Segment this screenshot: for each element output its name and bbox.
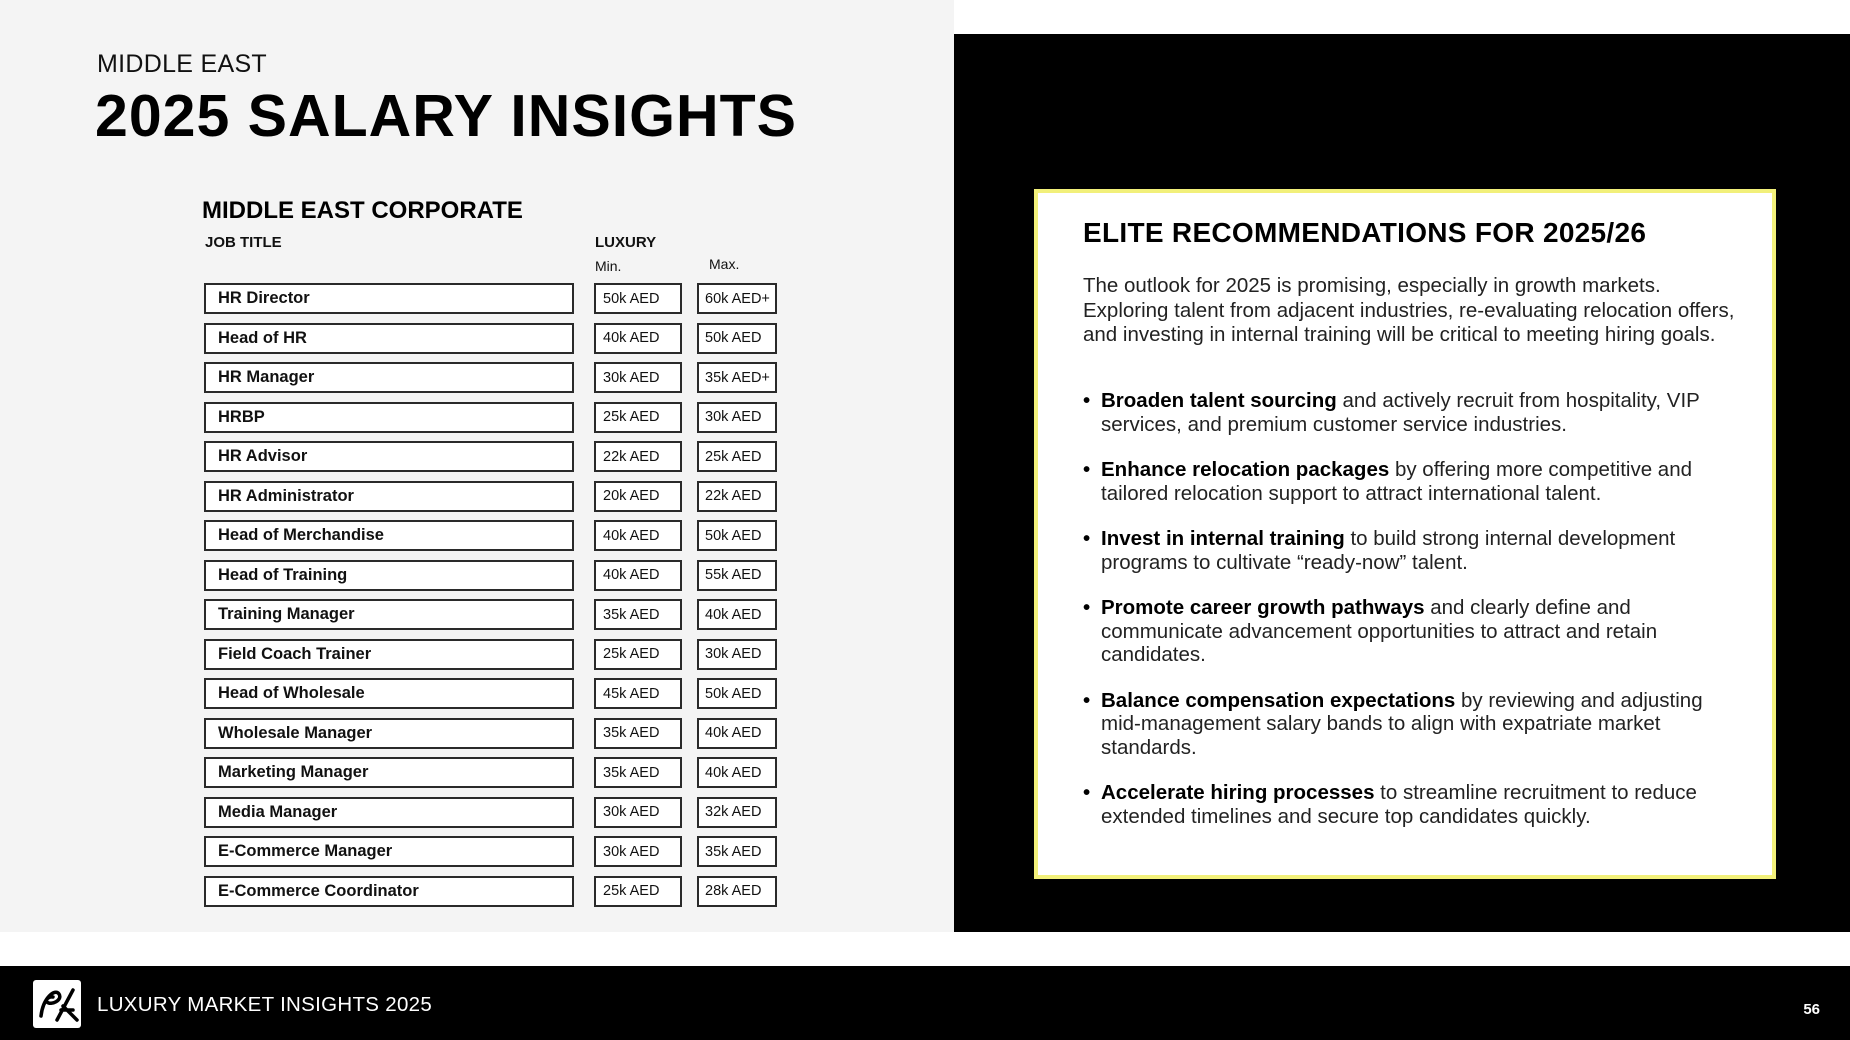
max-salary-cell: 30k AED bbox=[697, 402, 777, 433]
min-salary-cell: 22k AED bbox=[594, 441, 682, 472]
recommendations-list bbox=[1083, 389, 1743, 850]
max-salary-cell: 50k AED bbox=[697, 520, 777, 551]
min-salary-cell: 30k AED bbox=[594, 836, 682, 867]
min-salary-cell: 30k AED bbox=[594, 797, 682, 828]
max-salary-cell: 60k AED+ bbox=[697, 283, 777, 314]
column-header-luxury: LUXURY bbox=[595, 234, 657, 251]
recommendation-lead: Invest in internal training bbox=[1101, 527, 1345, 550]
bullet-icon: • bbox=[1083, 596, 1091, 619]
job-title-cell: Head of HR bbox=[204, 323, 574, 354]
max-salary-cell: 28k AED bbox=[697, 876, 777, 907]
bullet-icon: • bbox=[1083, 527, 1091, 550]
max-salary-cell: 35k AED+ bbox=[697, 362, 777, 393]
recommendation-lead: Broaden talent sourcing bbox=[1101, 389, 1337, 412]
min-salary-cell: 25k AED bbox=[594, 639, 682, 670]
column-header-min: Min. bbox=[595, 258, 622, 274]
recommendation-item bbox=[1083, 689, 1743, 760]
job-title-cell: HR Manager bbox=[204, 362, 574, 393]
recommendation-item bbox=[1083, 527, 1743, 574]
recommendation-text: by offering more competitive and tailored relocation support to attract international talent. bbox=[1101, 458, 1692, 505]
job-title-cell: Head of Wholesale bbox=[204, 678, 574, 709]
job-title-cell: HRBP bbox=[204, 402, 574, 433]
column-header-job-title: JOB TITLE bbox=[205, 234, 282, 251]
min-salary-cell: 25k AED bbox=[594, 402, 682, 433]
bullet-icon: • bbox=[1083, 458, 1091, 481]
recommendation-item bbox=[1083, 389, 1743, 436]
recommendation-item bbox=[1083, 458, 1743, 505]
job-title-cell: Field Coach Trainer bbox=[204, 639, 574, 670]
recommendations-title: ELITE RECOMMENDATIONS FOR 2025/26 bbox=[1083, 217, 1647, 248]
max-salary-cell: 40k AED bbox=[697, 599, 777, 630]
recommendation-text: to build strong internal development programs to cultivate “ready-now” talent. bbox=[1101, 527, 1676, 574]
max-salary-cell: 40k AED bbox=[697, 718, 777, 749]
max-salary-cell: 40k AED bbox=[697, 757, 777, 788]
max-salary-cell: 25k AED bbox=[697, 441, 777, 472]
max-salary-cell: 30k AED bbox=[697, 639, 777, 670]
min-salary-cell: 35k AED bbox=[594, 718, 682, 749]
recommendation-lead: Balance compensation expectations bbox=[1101, 688, 1456, 712]
recommendation-text: and clearly define and communicate advancement opportunities to attract and retain candidates. bbox=[1101, 596, 1658, 666]
max-salary-cell: 50k AED bbox=[697, 678, 777, 709]
recommendation-item bbox=[1083, 781, 1743, 828]
recommendation-text: by reviewing and adjusting mid-management salary bands to align with expatriate market standards. bbox=[1101, 688, 1703, 759]
min-salary-cell: 25k AED bbox=[594, 876, 682, 907]
footer-title: LUXURY MARKET INSIGHTS 2025 bbox=[97, 993, 433, 1016]
recommendation-text: and actively recruit from hospitality, VIP services, and premium customer service industries. bbox=[1101, 389, 1700, 436]
eyebrow-region: MIDDLE EAST bbox=[97, 50, 267, 78]
min-salary-cell: 35k AED bbox=[594, 757, 682, 788]
min-salary-cell: 40k AED bbox=[594, 560, 682, 591]
recommendation-lead: Accelerate hiring processes bbox=[1101, 781, 1375, 804]
job-title-cell: HR Director bbox=[204, 283, 574, 314]
job-title-cell: Wholesale Manager bbox=[204, 718, 574, 749]
job-title-cell: Head of Merchandise bbox=[204, 520, 574, 551]
job-title-cell: Media Manager bbox=[204, 797, 574, 828]
min-salary-cell: 35k AED bbox=[594, 599, 682, 630]
min-salary-cell: 40k AED bbox=[594, 520, 682, 551]
bullet-icon: • bbox=[1083, 389, 1091, 412]
bullet-icon: • bbox=[1083, 781, 1091, 804]
max-salary-cell: 32k AED bbox=[697, 797, 777, 828]
page-number: 56 bbox=[1803, 1001, 1820, 1018]
max-salary-cell: 22k AED bbox=[697, 481, 777, 512]
max-salary-cell: 55k AED bbox=[697, 560, 777, 591]
min-salary-cell: 40k AED bbox=[594, 323, 682, 354]
max-salary-cell: 50k AED bbox=[697, 323, 777, 354]
job-title-cell: E-Commerce Coordinator bbox=[204, 876, 574, 907]
job-title-cell: E-Commerce Manager bbox=[204, 836, 574, 867]
bullet-icon: • bbox=[1083, 688, 1091, 712]
job-title-cell: Marketing Manager bbox=[204, 757, 574, 788]
recommendation-lead: Promote career growth pathways bbox=[1101, 596, 1425, 619]
recommendation-text: to streamline recruitment to reduce extended timelines and secure top candidates quickly. bbox=[1101, 781, 1697, 828]
brand-logo-icon bbox=[33, 980, 81, 1028]
min-salary-cell: 30k AED bbox=[594, 362, 682, 393]
min-salary-cell: 20k AED bbox=[594, 481, 682, 512]
recommendation-lead: Enhance relocation packages bbox=[1101, 458, 1390, 481]
table-section-title: MIDDLE EAST CORPORATE bbox=[202, 197, 523, 224]
recommendations-box bbox=[1034, 189, 1776, 879]
min-salary-cell: 45k AED bbox=[594, 678, 682, 709]
job-title-cell: HR Administrator bbox=[204, 481, 574, 512]
recommendations-intro: The outlook for 2025 is promising, especially in growth markets. Exploring talent from adjacent industries, re-evaluating relocation offers, and investing in internal training will be critical to meeting hiring goals. bbox=[1083, 274, 1735, 346]
job-title-cell: Training Manager bbox=[204, 599, 574, 630]
max-salary-cell: 35k AED bbox=[697, 836, 777, 867]
column-header-max: Max. bbox=[709, 256, 740, 272]
brand-logo-mark bbox=[33, 980, 81, 1028]
min-salary-cell: 50k AED bbox=[594, 283, 682, 314]
recommendation-item bbox=[1083, 596, 1743, 667]
page-title: 2025 SALARY INSIGHTS bbox=[95, 83, 797, 149]
job-title-cell: HR Advisor bbox=[204, 441, 574, 472]
job-title-cell: Head of Training bbox=[204, 560, 574, 591]
